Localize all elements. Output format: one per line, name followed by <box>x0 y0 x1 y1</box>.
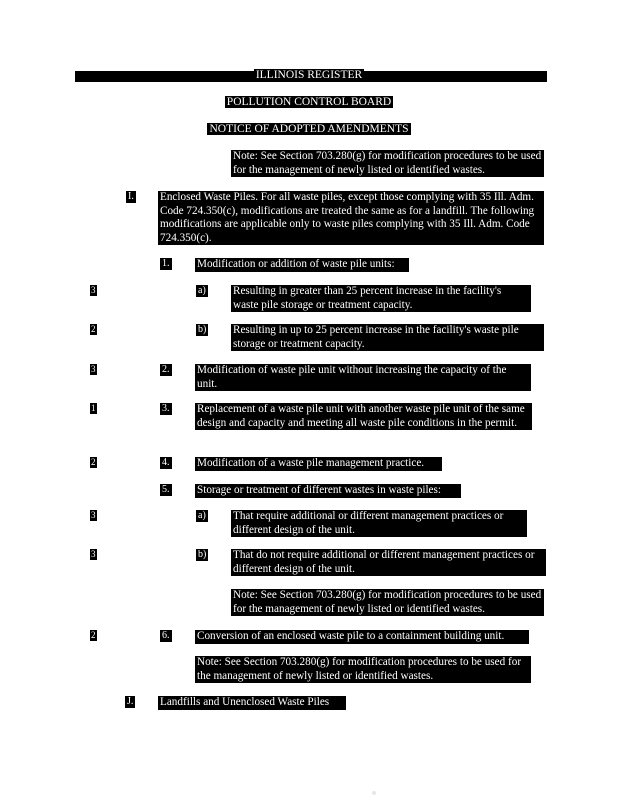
item-j-number: J. <box>127 696 134 707</box>
note-5: Note: See Section 703.280(g) for modification procedures to be used for the management of newly listed or identified wastes. <box>231 589 544 616</box>
item-4-number: 4. <box>162 457 170 468</box>
item-2-number: 2. <box>162 364 170 375</box>
item-i-number: I. <box>128 191 134 202</box>
register-title <box>0 68 618 82</box>
notice-title <box>0 122 618 136</box>
class-mark-1b: 2 <box>91 324 96 334</box>
item-5-number: 5. <box>162 484 170 495</box>
class-mark-5a: 3 <box>91 510 96 520</box>
item-i-text: Enclosed Waste Piles. For all waste piles, except those complying with 35 Ill. Adm. Code 724.350(c), modifications are treated the same as for a landfill. The following modifications are applicable only to waste piles complying with 35 Ill. Adm. Code 724.350(c). <box>158 191 544 245</box>
item-6-number: 6. <box>162 630 170 641</box>
class-mark-3: 1 <box>91 403 96 413</box>
item-3-number: 3. <box>162 403 170 414</box>
class-mark-1a: 3 <box>91 285 96 295</box>
item-1b-text: Resulting in up to 25 percent increase in the facility's waste pile storage or treatment capacity. <box>231 324 544 351</box>
board-title-text: POLLUTION CONTROL BOARD <box>226 96 392 108</box>
class-mark-4: 2 <box>91 457 96 467</box>
notice-title-text: NOTICE OF ADOPTED AMENDMENTS <box>209 123 409 135</box>
item-5a-text: That require additional or different management practices or different design of the unit. <box>231 510 527 537</box>
page-speck <box>372 791 376 795</box>
item-1b-number: b) <box>198 324 207 335</box>
item-1a-text: Resulting in greater than 25 percent increase in the facility's waste pile storage or treatment capacity. <box>231 285 531 312</box>
item-2-text: Modification of waste pile unit without increasing the capacity of the unit. <box>195 364 531 391</box>
item-j-text: Landfills and Unenclosed Waste Piles <box>158 696 346 710</box>
item-3-text: Replacement of a waste pile unit with another waste pile unit of the same design and capacity and meeting all waste pile conditions in the permit. <box>195 403 532 430</box>
item-5b-number: b) <box>198 549 207 560</box>
note-6: Note: See Section 703.280(g) for modification procedures to be used for the management of newly listed or identified wastes. <box>195 656 531 683</box>
item-6-text: Conversion of an enclosed waste pile to a containment building unit. <box>195 630 529 644</box>
class-mark-2: 3 <box>91 364 96 374</box>
item-5-text: Storage or treatment of different wastes in waste piles: <box>195 484 461 498</box>
item-4-text: Modification of a waste pile management practice. <box>195 457 442 471</box>
item-1a-number: a) <box>198 285 206 296</box>
item-5a-number: a) <box>198 510 206 521</box>
class-mark-6: 2 <box>91 630 96 640</box>
board-title <box>0 95 618 109</box>
item-1-text: Modification or addition of waste pile units: <box>195 258 409 272</box>
register-title-text: ILLINOIS REGISTER <box>255 69 363 81</box>
class-mark-5b: 3 <box>91 549 96 559</box>
note-top: Note: See Section 703.280(g) for modification procedures to be used for the management of newly listed or identified wastes. <box>231 150 544 177</box>
item-1-number: 1. <box>162 258 170 269</box>
item-5b-text: That do not require additional or different management practices or different design of the unit. <box>231 549 546 576</box>
